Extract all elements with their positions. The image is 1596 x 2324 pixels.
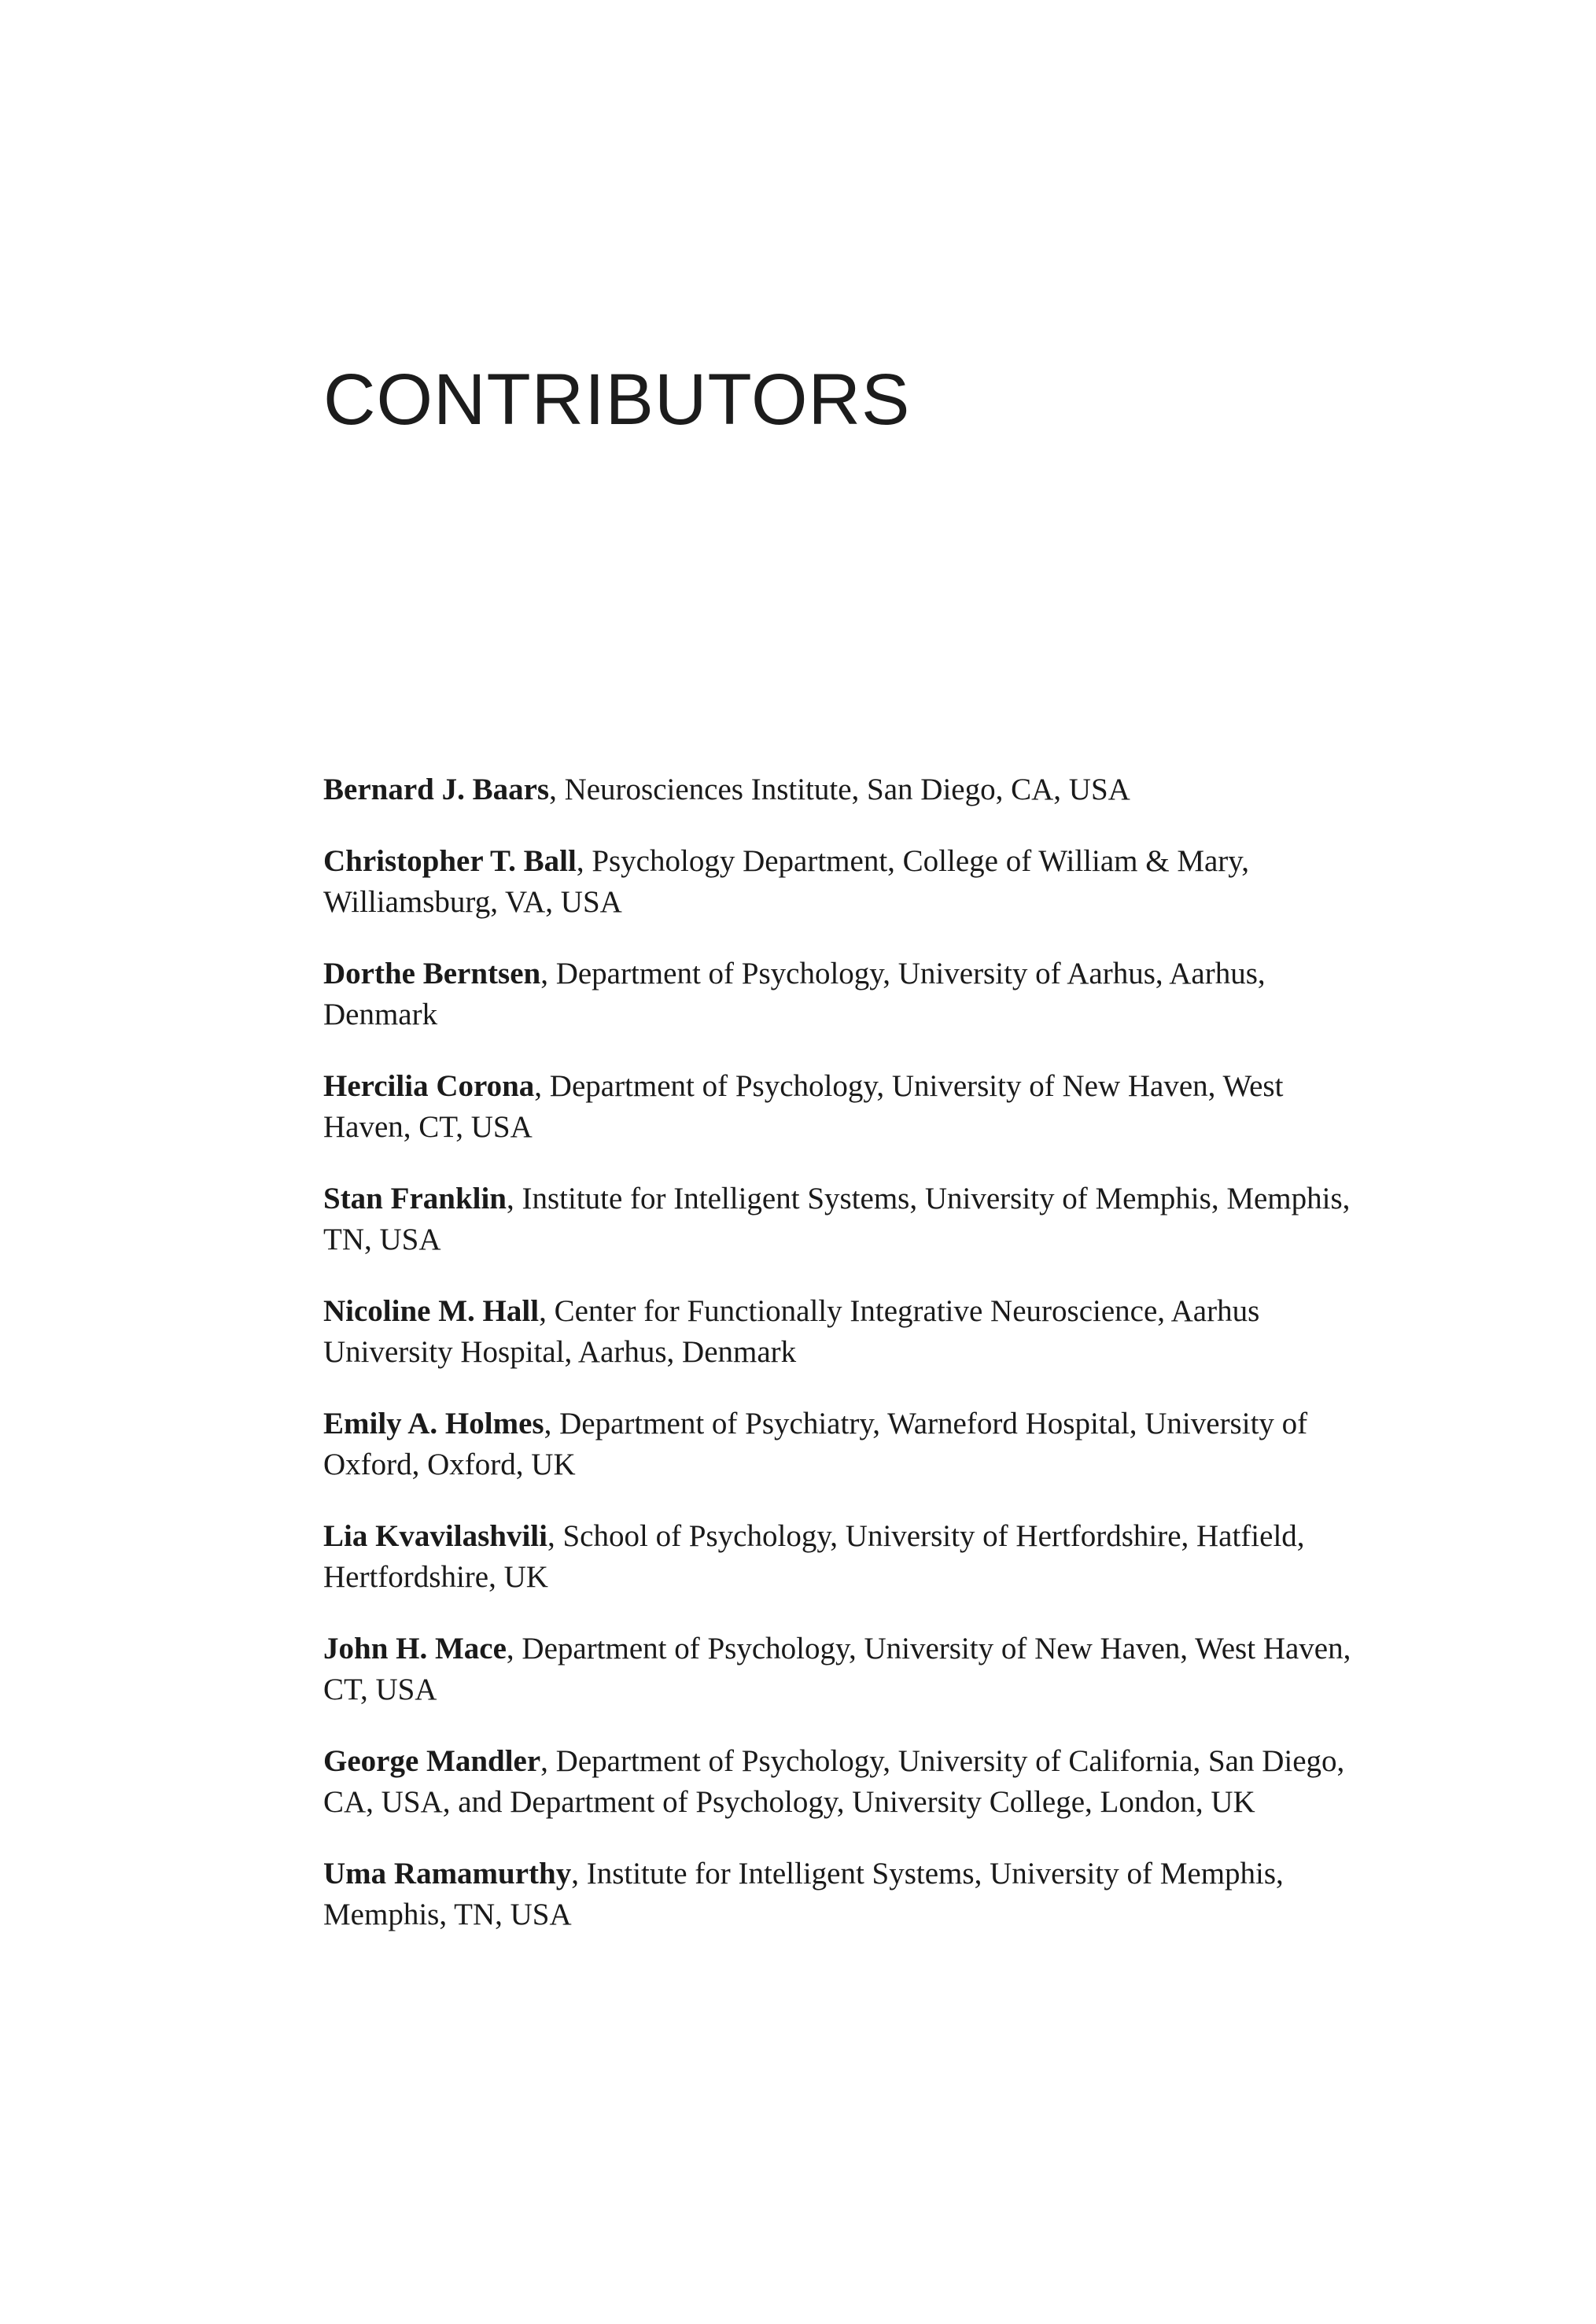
contributor-affiliation: , Department of Psychology, University of Aarhus, Aarhus, Denmark <box>323 957 1266 1031</box>
contributor-name: Bernard J. Baars <box>323 773 550 806</box>
contributor-entry <box>323 769 1362 810</box>
contributor-affiliation: , Neurosciences Institute, San Diego, CA, USA <box>549 773 1130 806</box>
contributor-entry <box>323 1741 1362 1823</box>
contributor-name: Nicoline M. Hall <box>323 1294 540 1328</box>
contributor-affiliation: , Psychology Department, College of William & Mary, Williamsburg, VA, USA <box>323 844 1250 919</box>
contributor-affiliation: , School of Psychology, University of Hertfordshire, Hatfield, Hertfordshire, UK <box>323 1519 1305 1594</box>
contributor-name: Stan Franklin <box>323 1182 507 1215</box>
contributor-affiliation: , Department of Psychology, University of California, San Diego, CA, USA, and Department of Psychology, University College, London, UK <box>323 1744 1345 1819</box>
contributor-name: Lia Kvavilashvili <box>323 1519 547 1553</box>
contributor-name: John H. Mace <box>323 1632 507 1666</box>
contributor-affiliation: , Department of Psychiatry, Warneford Hospital, University of Oxford, Oxford, UK <box>323 1407 1308 1481</box>
contributor-entry <box>323 1066 1362 1148</box>
contributor-name: Uma Ramamurthy <box>323 1857 572 1891</box>
contributor-entry <box>323 1629 1362 1710</box>
contributor-name: Hercilia Corona <box>323 1069 535 1103</box>
contributor-affiliation: , Department of Psychology, University of New Haven, West Haven, CT, USA <box>323 1069 1284 1144</box>
contributor-name: George Mandler <box>323 1744 541 1778</box>
contributor-affiliation: , Institute for Intelligent Systems, University of Memphis, Memphis, TN, USA <box>323 1182 1351 1256</box>
contributor-entry <box>323 1291 1362 1373</box>
contributor-affiliation: , Department of Psychology, University of New Haven, West Haven, CT, USA <box>323 1632 1351 1706</box>
contributor-entry <box>323 841 1362 923</box>
contributor-entry <box>323 954 1362 1035</box>
contributor-affiliation: , Institute for Intelligent Systems, University of Memphis, Memphis, TN, USA <box>323 1857 1284 1931</box>
contributors-list <box>323 769 1362 1966</box>
contributor-name: Dorthe Berntsen <box>323 957 541 990</box>
contributor-name: Emily A. Holmes <box>323 1407 544 1441</box>
contributor-entry <box>323 1179 1362 1260</box>
contributor-affiliation: , Center for Functionally Integrative Neuroscience, Aarhus University Hospital, Aarhus, Denmark <box>323 1294 1260 1369</box>
page-title: CONTRIBUTORS <box>323 360 911 440</box>
contributor-entry <box>323 1516 1362 1598</box>
contributor-entry <box>323 1404 1362 1485</box>
contributor-entry <box>323 1854 1362 1935</box>
contributor-name: Christopher T. Ball <box>323 844 577 878</box>
